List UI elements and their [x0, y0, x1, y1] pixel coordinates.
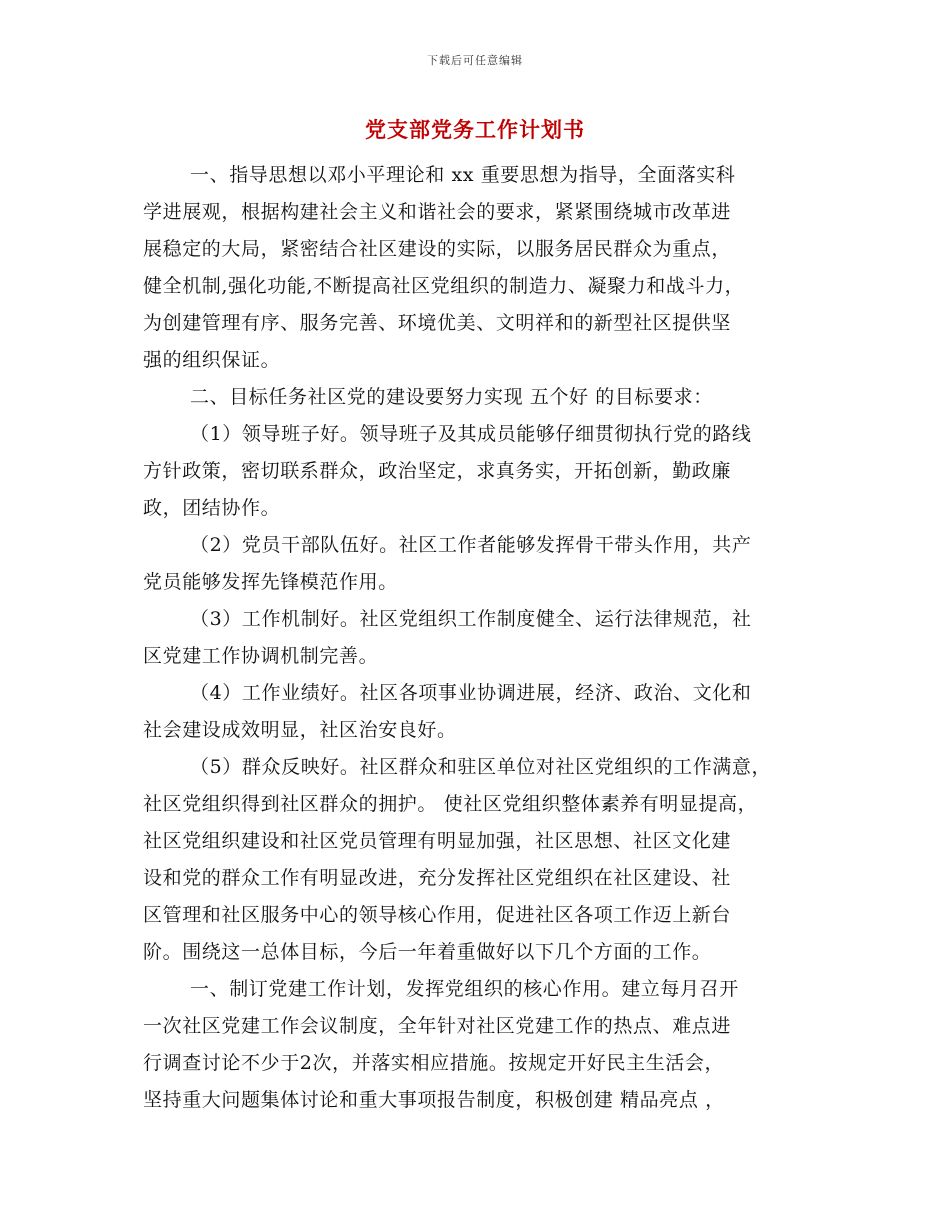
text-line: （2）党员干部队伍好。社区工作者能够发挥骨干带头作用，共产: [190, 534, 752, 556]
text-line: 二、目标任务社区党的建设要努力实现 五个好 的目标要求：: [190, 386, 713, 408]
text-line: 学进展观，根据构建社会主义和谐社会的要求，紧紧围绕城市改革进: [143, 201, 732, 223]
text-line: 设和党的群众工作有明显改进，充分发挥社区党组织在社区建设、社: [143, 867, 732, 889]
text-line: 党员能够发挥先锋模范作用。: [143, 571, 398, 593]
text-line: 一、指导思想以邓小平理论和 xx 重要思想为指导，全面落实科: [190, 164, 736, 186]
text-line: 为创建管理有序、服务完善、环境优美、文明祥和的新型社区提供坚: [143, 312, 732, 334]
text-line: 行调查讨论不少于2次，并落实相应措施。按规定开好民主生活会，: [143, 1052, 725, 1074]
text-line: 阶。围绕这一总体目标，今后一年着重做好以下几个方面的工作。: [143, 941, 712, 963]
text-line: 社会建设成效明显，社区治安良好。: [143, 719, 457, 741]
text-line: 政，团结协作。: [143, 497, 281, 519]
text-line: 坚持重大问题集体讨论和重大事项报告制度，积极创建 精品亮点 ，: [143, 1089, 725, 1111]
text-line: 方针政策，密切联系群众，政治坚定，求真务实，开拓创新，勤政廉: [143, 460, 732, 482]
text-line: 区党建工作协调机制完善。: [143, 645, 379, 667]
text-line: （5）群众反映好。社区群众和驻区单位对社区党组织的工作满意，: [190, 756, 772, 778]
text-line: （1）领导班子好。领导班子及其成员能够仔细贯彻执行党的路线: [190, 423, 752, 445]
text-line: 一次社区党建工作会议制度，全年针对社区党建工作的热点、难点进: [143, 1015, 732, 1037]
text-line: （4）工作业绩好。社区各项事业协调进展，经济、政治、文化和: [190, 682, 752, 704]
page-header: 下载后可任意编辑: [427, 54, 523, 67]
text-line: 一、制订党建工作计划，发挥党组织的核心作用。建立每月召开: [190, 978, 739, 1000]
text-line: 社区党组织得到社区群众的拥护。 使社区党组织整体素养有明显提高，: [143, 793, 758, 815]
text-line: （3）工作机制好。社区党组织工作制度健全、运行法律规范，社: [190, 608, 752, 630]
text-line: 社区党组织建设和社区党员管理有明显加强，社区思想、社区文化建: [143, 830, 732, 852]
text-line: 健全机制,强化功能,不断提高社区党组织的制造力、凝聚力和战斗力，: [143, 275, 745, 297]
text-line: 区管理和社区服务中心的领导核心作用，促进社区各项工作迈上新台: [143, 904, 732, 926]
text-line: 展稳定的大局，紧密结合社区建设的实际，以服务居民群众为重点，: [143, 238, 732, 260]
text-line: 强的组织保证。: [143, 349, 281, 371]
document-title: 党支部党务工作计划书: [365, 117, 585, 142]
